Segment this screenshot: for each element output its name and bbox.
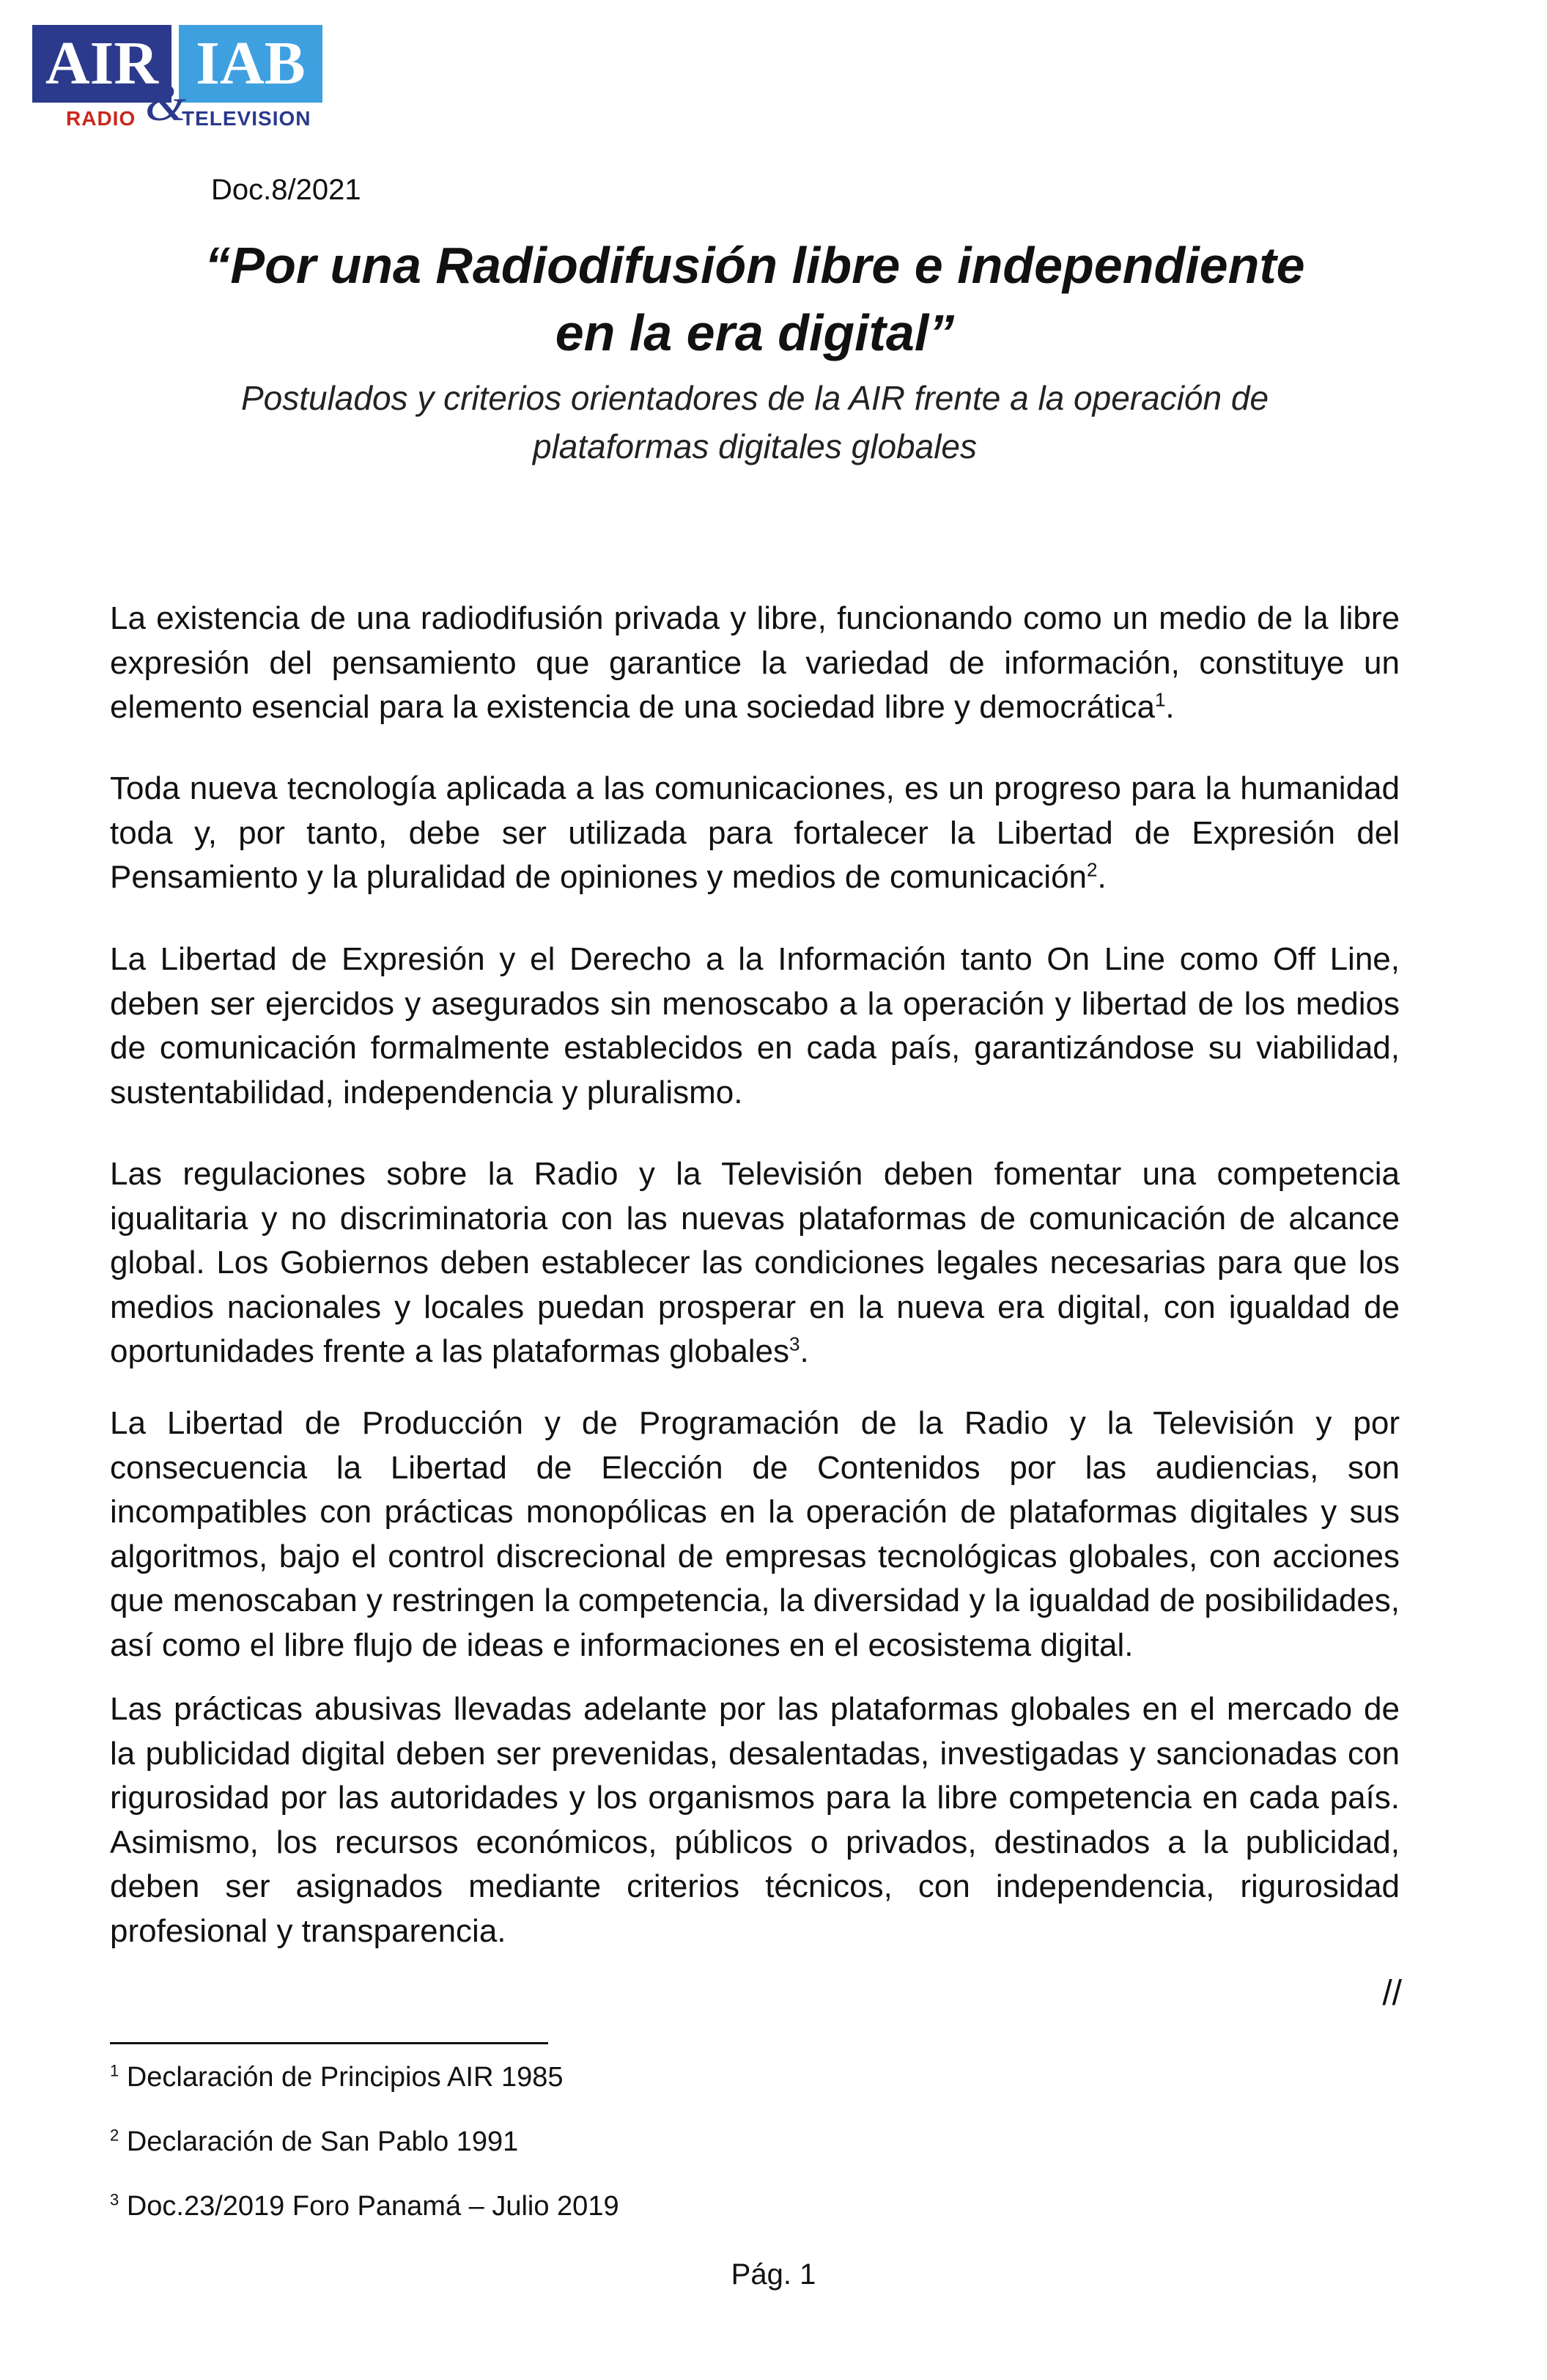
logo-subtitle [66, 73, 322, 132]
footnote-1-number: 1 [110, 2061, 119, 2080]
footnote-2-text: Declaración de San Pablo 1991 [126, 2126, 519, 2157]
footnote-2 [110, 2123, 518, 2161]
logo-television-text: TELEVISION [182, 107, 311, 130]
logo-radio-text: RADIO [66, 107, 136, 130]
paragraph-4-end: . [800, 1333, 809, 1369]
footnote-1 [110, 2058, 563, 2096]
footnote-1-text: Declaración de Principios AIR 1985 [126, 2062, 564, 2093]
logo-iab-block: IAB [179, 25, 322, 103]
footnote-separator [110, 2042, 548, 2044]
footnote-3 [110, 2187, 619, 2225]
paragraph-2-text: Toda nueva tecnología aplicada a las comunicaciones, es un progreso para la humanidad toda y, por tanto, debe ser utilizada para fortalecer la Libertad de Expresión del Pensamiento y la pluralidad de opiniones y medios de comunicación [110, 770, 1400, 895]
footnote-ref-2: 2 [1087, 858, 1098, 881]
document-subtitle-line-1: Postulados y criterios orientadores de la AIR frente a la operación de [240, 379, 1269, 417]
logo-ampersand: & [145, 73, 187, 132]
paragraph-1-text: La existencia de una radiodifusión privada y libre, funcionando como un medio de la libre expresión del pensamiento que garantice la variedad de información, constituye un elemento esencial para la existencia de una sociedad libre y democrática [110, 600, 1400, 725]
paragraph-4 [110, 1152, 1400, 1374]
paragraph-4-text: Las regulaciones sobre la Radio y la Televisión deben fomentar una competencia igualitaria y no discriminatoria con las nuevas plataformas de comunicación de alcance global. Los Gobiernos deben establecer las condiciones legales necesarias para que los medios nacionales y locales puedan prosperar en la nueva era digital, con igualdad de oportunidades frente a las plataformas globales [110, 1156, 1400, 1369]
document-title-line-2: en la era digital” [555, 304, 955, 361]
paragraph-5-text: La Libertad de Producción y de Programación de la Radio y la Televisión y por consecuencia la Libertad de Elección de Contenidos por las audiencias, son incompatibles con prácticas monopólicas en la operación de plataformas digitales y sus algoritmos, bajo el control discrecional de empresas tecnológicas globales, con acciones que menoscaban y restringen la competencia, la diversidad y la igualdad de posibilidades, así como el libre flujo de ideas e informaciones en el ecosistema digital. [110, 1405, 1400, 1663]
paragraph-6-text: Las prácticas abusivas llevadas adelante por las plataformas globales en el mercado de la publicidad digital deben ser prevenidas, desalentadas, investigadas y sancionadas con rigurosidad por las autoridades y los organismos para la libre competencia en cada país. Asimismo, los recursos económicos, públicos o privados, destinados a la publicidad, deben ser asignados mediante criterios técnicos, con independencia, rigurosidad profesional y transparencia. [110, 1691, 1400, 1949]
air-iab-logo [32, 25, 322, 132]
paragraph-5 [110, 1401, 1400, 1668]
page-number: Pág. 1 [731, 2258, 816, 2291]
paragraph-1-end: . [1165, 689, 1175, 725]
paragraph-2 [110, 767, 1400, 900]
footnote-2-number: 2 [110, 2126, 119, 2145]
paragraph-2-end: . [1097, 859, 1107, 895]
paragraph-1 [110, 597, 1400, 730]
paragraph-3 [110, 937, 1400, 1115]
footnote-ref-1: 1 [1154, 688, 1166, 711]
footnote-3-text: Doc.23/2019 Foro Panamá – Julio 2019 [126, 2191, 619, 2222]
document-number: Doc.8/2021 [211, 174, 361, 206]
document-subtitle-line-2: plataformas digitales globales [532, 427, 978, 465]
logo-air-block: AIR [32, 25, 171, 103]
document-title-line-1: “Por una Radiodifusión libre e independiente [204, 237, 1305, 294]
footnote-ref-3: 3 [789, 1333, 800, 1355]
paragraph-6 [110, 1687, 1400, 1953]
footnote-3-number: 3 [110, 2190, 119, 2209]
continuation-mark: // [1382, 1974, 1402, 2013]
paragraph-3-text: La Libertad de Expresión y el Derecho a la Información tanto On Line como Off Line, deben ser ejercidos y asegurados sin menoscabo a la operación y libertad de los medios de comunicación formalmente establecidos en cada país, garantizándose su viabilidad, sustentabilidad, independencia y pluralismo. [110, 941, 1400, 1110]
